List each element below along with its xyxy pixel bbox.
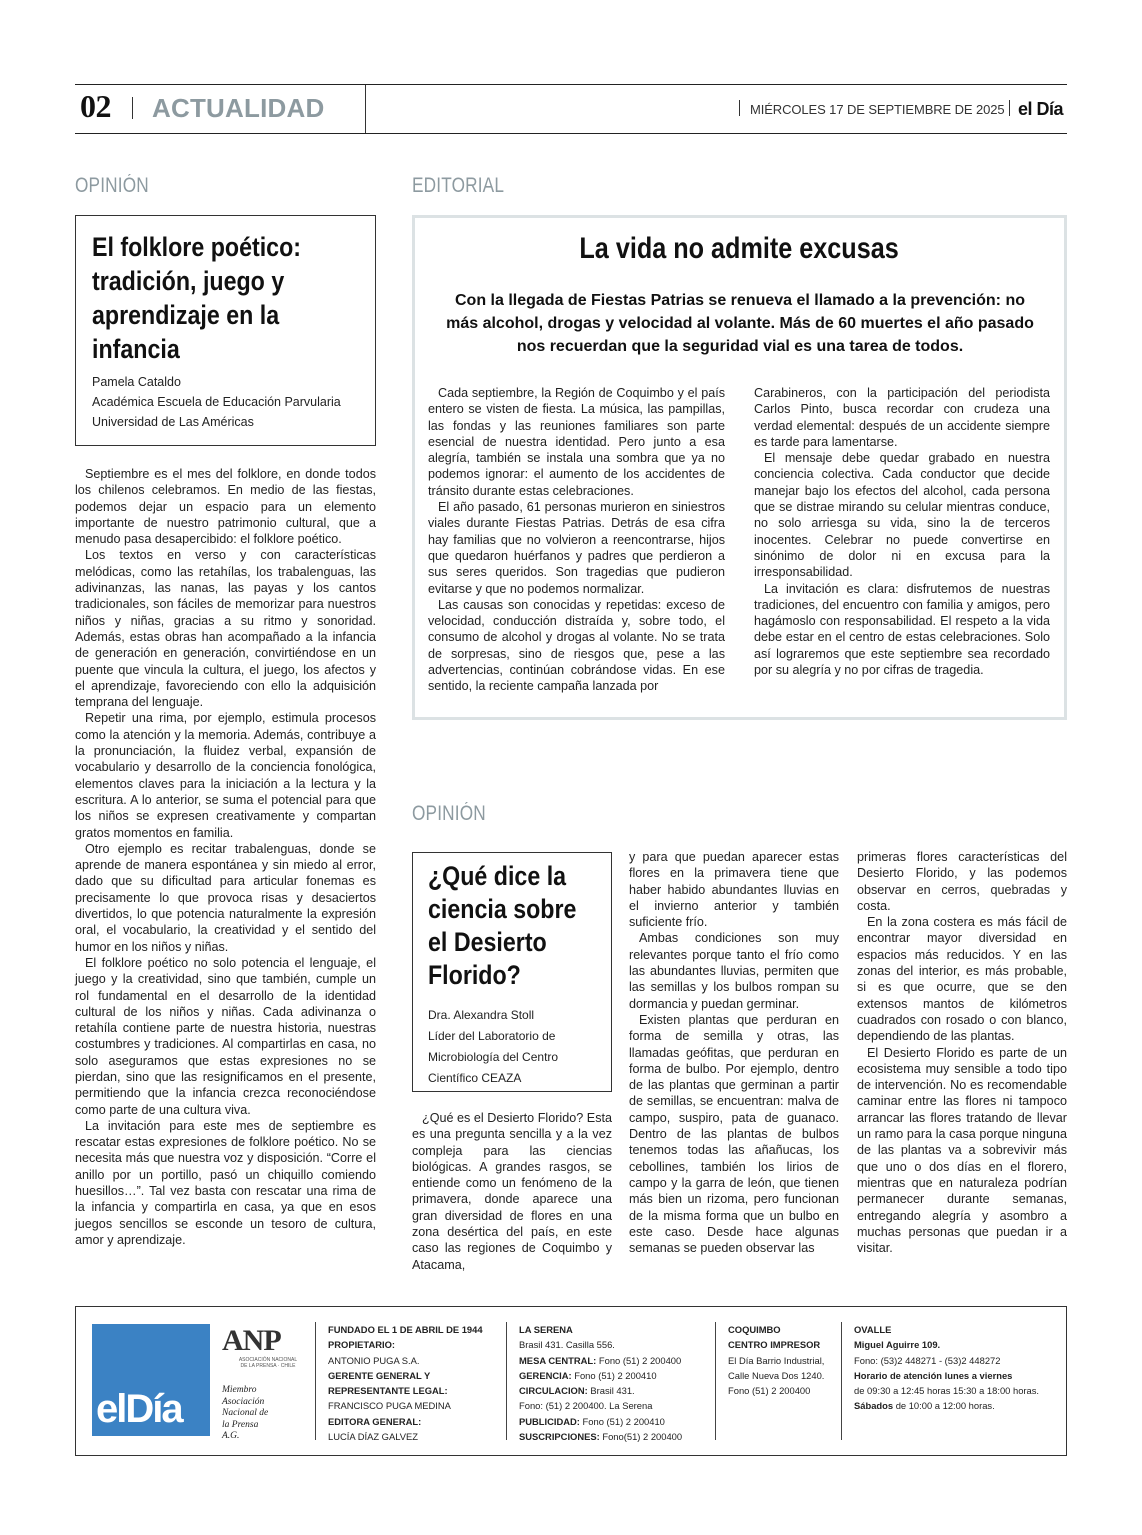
paragraph: ¿Qué es el Desierto Florido? Esta es una pregunta sencilla y a la vez compleja para las ciencias biológicas. A grandes rasgos, se entiende como un fenómeno de la primavera, donde aparece una gran diversidad de flores en una zona desértica del país, en este caso las regiones de Coquimbo y Atacama, — [412, 1111, 612, 1272]
print-center-label: CENTRO IMPRESOR — [728, 1339, 821, 1351]
membership-line: Nacional de — [222, 1408, 269, 1418]
paragraph: El mensaje debe quedar grabado en nuestra conciencia colectiva. Cada conductor que decide manejar bajo los efectos del alcohol, cada persona que se distrae mirando su celular mientras conduce, no solo arriesga su vida, sino la de terceros inocentes. Celebrar no puede convertirse en sinónimo de dolor ni en excusa para la irresponsabilidad. — [754, 451, 1050, 580]
membership-line: la Prensa — [222, 1419, 259, 1430]
footer-separator — [506, 1322, 507, 1440]
header-top-rule — [75, 84, 1067, 85]
section-name: ACTUALIDAD — [152, 93, 325, 123]
phone-number: Fono (51) 2 200410 — [582, 1415, 665, 1427]
author-role: Líder del Laboratorio de — [428, 1029, 556, 1043]
header-vertical-rule — [365, 85, 366, 133]
paragraph: Septiembre es el mes del folklore, en donde todos los chilenos celebramos. En medio de las fiestas, podemos dejar un espacio para un elemento importante de nuestro patrimonio cultural, que a menudo pasa desapercibido: el folklore poético. — [75, 467, 376, 547]
paragraph: Los textos en verso y con características melódicas, como las retahílas, los trabalenguas, las adivinanzas, las nanas, las payas y los cantos tradicionales, son fáciles de memorizar para nuestros niños y niñas, gracias a su ritmo y sonoridad. Además, estas obras han acompañado a la infancia de generación en generación, convirtiéndose en un puente que vincula la cultura, el juego, los afectos y el aprendizaje, favoreciendo con ello la adquisición temprana del lenguaje. — [75, 548, 376, 710]
author-institution: Universidad de Las Américas — [92, 415, 254, 429]
membership-line: A.G. — [222, 1431, 240, 1441]
editorial-label: EDITORIAL — [412, 174, 505, 197]
address: Calle Nueva Dos 1240. — [728, 1369, 825, 1381]
phone-number: Fono (51) 2 200400 — [728, 1385, 811, 1397]
paragraph: En la zona costera es más fácil de encontrar mayor diversidad en espacios más reducidos. Y en las zonas del interior, es más probable, si es que ocurre, que se den extensos mantos de kilómetros cuadrados con rosado o con blanco, dependiendo de las plantas. — [857, 915, 1067, 1044]
section-divider — [132, 97, 133, 119]
circulation-phone: Fono: (51) 2 200400. La Serena — [519, 1400, 653, 1412]
el-dia-logo — [92, 1324, 210, 1436]
footer-la-serena — [519, 1322, 709, 1444]
paragraph: y para que puedan aparecer estas flores en la primavera tiene que haber habido abundantes lluvias en el invierno anterior y también suficiente frío. — [629, 850, 839, 930]
editorial-column-1 — [428, 385, 725, 695]
membership-line: Asociación — [222, 1396, 265, 1407]
paragraph: Carabineros, con la participación del periodista Carlos Pinto, busca recordar con crudeza una verdad elemental: después de un accidente siempre es tarde para lamentarse. — [754, 386, 1050, 449]
phone-label: MESA CENTRAL: — [519, 1354, 597, 1366]
circulation-label: CIRCULACION: — [519, 1385, 588, 1397]
city-name: LA SERENA — [519, 1324, 573, 1335]
opinion2-column-3 — [857, 849, 1067, 1256]
page-number: 02 — [80, 88, 111, 124]
editorial-column-2 — [754, 385, 1050, 678]
brand-divider — [1009, 100, 1010, 116]
paragraph: El Desierto Florido es parte de un ecosistema muy sensible a todo tipo de intervención. No es recomendable caminar entre las flores ni tampoco arrancar las flores tratando de llevar un ramo para la casa porque ninguna de las plantas va a sobrevivir más que uno o dos días en el florero, mientras que en naturaleza podrían permanecer durante semanas, entregando alegría y asombro a muchas personas que puedan ir a visitar. — [857, 1045, 1067, 1256]
header-bottom-rule — [75, 133, 1067, 134]
opinion2-column-2 — [629, 849, 839, 1256]
paragraph: La invitación es clara: disfrutemos de nuestras tradiciones, del encuentro con familia y amigos, pero hagámoslo con responsabilidad. El respeto a la vida debe estar en el centro de estas celebraciones. Solo así lograremos que este septiembre sea recordado por su alegría y no por cifras de tragedia. — [754, 581, 1050, 678]
membership-note — [222, 1385, 268, 1443]
city-name: COQUIMBO — [728, 1324, 781, 1335]
hours: de 09:30 a 12:45 horas 15:30 a 18:00 horas. — [854, 1385, 1040, 1397]
editor-label: EDITORA GENERAL: — [328, 1415, 422, 1427]
anp-logo-caption: ASOCIACIÓN NACIONAL DE LA PRENSA · CHILE — [238, 1357, 298, 1369]
manager-label-2: REPRESENTANTE LEGAL: — [328, 1385, 448, 1397]
paragraph: Cada septiembre, la Región de Coquimbo y el país entero se visten de fiesta. La música, las pampillas, las fondas y las reuniones familiares son parte esencial de nuestra identidad. Pero junto a esa alegría, también se instala una sombra que ya no podemos ignorar: el aumento de los accidentes de tránsito durante estas celebraciones. — [428, 386, 725, 498]
paragraph: El folklore poético no solo potencia el lenguaje, el juego y la creatividad, sino que también, cumple un rol fundamental en el desarrollo de la identidad cultural de los niños y niñas. Cada adivinanza o retahíla contiene parte de nuestra historia, nuestras costumbres y tradiciones. Al compartirlas en casa, no solo aseguramos que estas expresiones no se pierdan, sino que las resignificamos en el presente, permitiendo que la infancia crezca reconociéndose como parte de una cultura viva. — [75, 955, 376, 1117]
footer-masthead-info — [328, 1322, 503, 1444]
opinion-label-2: OPINIÓN — [412, 802, 486, 825]
opinion-label: OPINIÓN — [75, 174, 149, 197]
editorial-headline — [412, 232, 1067, 266]
editorial-subheadline: Con la llegada de Fiestas Patrias se renueva el llamado a la prevención: no más alcohol, drogas y velocidad al volante. Más de 60 muertes el año pasado nos recuerdan que la seguridad vial es una tarea de todos. — [446, 292, 1034, 355]
phone-label: SUSCRIPCIONES: — [519, 1431, 600, 1443]
author-name: Pamela Cataldo — [92, 375, 181, 389]
saturday-label: Sábados — [854, 1400, 894, 1412]
city-name: OVALLE — [854, 1324, 892, 1335]
opinion-body — [75, 466, 376, 1248]
logo-text: elDía — [96, 1387, 182, 1431]
editor-name: LUCÍA DÍAZ GALVEZ — [328, 1431, 418, 1443]
address: El Día Barrio Industrial, — [728, 1354, 825, 1366]
opinion-headline-2: ¿Qué dice la ciencia sobre el Desierto Florido? — [428, 861, 577, 990]
phone-number: Fono (51) 2 200400 — [598, 1354, 682, 1366]
anp-logo: ANP — [222, 1324, 281, 1357]
phone-label: GERENCIA: — [519, 1369, 572, 1381]
opinion2-column-1 — [412, 1110, 612, 1273]
owner-name: ANTONIO PUGA S.A. — [328, 1354, 420, 1366]
footer-separator — [715, 1322, 716, 1440]
paragraph: Existen plantas que perduran en forma de semilla y otras, las llamadas geófitas, que perduran en forma de bulbo. Por ejemplo, dentro de las plantas que germinan a partir de semillas, se encuentran: malva de campo, suspiro, pata de guanaco. Dentro de las plantas de bulbos tenemos todas las añañucas, los cebollines, también los lirios de campo y la garra de león, que tienen más bien un rizoma, pero funcionan de la misma forma que un bulbo en este caso. Desde hace algunas semanas se pueden observar las — [629, 1012, 839, 1256]
footer-separator — [315, 1322, 316, 1440]
author-role: Académica Escuela de Educación Parvularia — [92, 395, 341, 409]
phone-number: Fono (51) 2 200410 — [574, 1369, 657, 1381]
opinion-headline: El folklore poético: tradición, juego y aprendizaje en la infancia — [92, 232, 302, 364]
membership-line: Miembro — [222, 1385, 257, 1395]
paragraph: Repetir una rima, por ejemplo, estimula procesos como la atención y la memoria. Además, contribuye a la pronunciación, la fluidez verbal, expansión de vocabulario y desarrollo de la conciencia fonológica, elementos claves para la iniciación a la lectura y la escritura. A lo anterior, se suma el potencial para que los niños se expresen creativamente y compartan gratos momentos en familia. — [75, 711, 376, 840]
paragraph: Ambas condiciones son muy relevantes porque tanto el frío como las abundantes lluvias, permiten que las semillas y los bulbos rompan su dormancia y puedan germinar. — [629, 931, 839, 1011]
opinion-byline-2 — [428, 1005, 610, 1089]
issue-date: MIÉRCOLES 17 DE SEPTIEMBRE DE 2025 — [750, 102, 1005, 117]
opinion-byline — [92, 372, 372, 432]
address: Miguel Aguirre 109. — [854, 1339, 941, 1351]
masthead-brand: el Día — [1018, 99, 1064, 119]
phone-label: PUBLICIDAD: — [519, 1415, 580, 1427]
footer-ovalle — [854, 1322, 1060, 1414]
footer-separator — [841, 1322, 842, 1440]
author-institution: Científico CEAZA — [428, 1071, 522, 1085]
owner-label: PROPIETARIO: — [328, 1339, 396, 1351]
paragraph: Otro ejemplo es recitar trabalenguas, donde se aprende de manera espontánea y sin miedo al error, dado que su dificultad para articular fonemas es precisamente lo que provoca risas y desaciertos divertidos, lo que potencia naturalmente la expresión oral, el vocabulario, la creatividad y el sentido del humor en los niños y niñas. — [75, 841, 376, 954]
founded-date: FUNDADO EL 1 DE ABRIL DE 1944 — [328, 1324, 483, 1335]
editorial-headline-text: La vida no admite excusas — [579, 232, 900, 265]
hours-label: Horario de atención lunes a viernes — [854, 1369, 1013, 1381]
paragraph: El año pasado, 61 personas murieron en siniestros viales durante Fiestas Patrias. Detrás de esa cifra hay familias que no volvieron a reencontrarse, hijos que quedaron huérfanos y padres que perdieron a sus seres queridos. Son tragedias que pudieron evitarse y que no podemos normalizar. — [428, 500, 725, 596]
manager-name: FRANCISCO PUGA MEDINA — [328, 1400, 451, 1412]
date-divider — [739, 100, 740, 116]
paragraph: Las causas son conocidas y repetidas: exceso de velocidad, conducción distraída y, sobre todo, el consumo de alcohol y drogas al volante. No se trata de sorpresas, sino de riesgos que, pese a las advertencias, continúan cobrándose vidas. En ese sentido, la reciente campaña lanzada por — [428, 597, 725, 694]
paragraph: primeras flores características del Desierto Florido, y las podemos observar en cerros, quebradas y costa. — [857, 850, 1067, 913]
paragraph: La invitación para este mes de septiembre es rescatar estas expresiones de folklore poético. No se necesita más que nuestra voz y disposición. “Corre el anillo por un portillo, pasó un chiquillo comiendo huesillos…”. Tal vez basta con rescatar una rima de la infancia y compartirla en casa, ya que en esos juegos sencillos se esconde un tesoro de cultura, amor y aprendizaje. — [75, 1118, 376, 1247]
phone-number: Fono: (53)2 448271 - (53)2 448272 — [854, 1354, 1001, 1366]
address: Brasil 431. Casilla 556. — [519, 1339, 615, 1351]
phone-number: Fono(51) 2 200400 — [602, 1431, 683, 1443]
saturday-hours: de 10:00 a 12:00 horas. — [895, 1400, 995, 1412]
author-name: Dra. Alexandra Stoll — [428, 1008, 535, 1022]
circulation-address: Brasil 431. — [590, 1385, 635, 1397]
footer-coquimbo — [728, 1322, 838, 1398]
author-role: Microbiología del Centro — [428, 1050, 559, 1064]
manager-label: GERENTE GENERAL Y — [328, 1369, 431, 1381]
